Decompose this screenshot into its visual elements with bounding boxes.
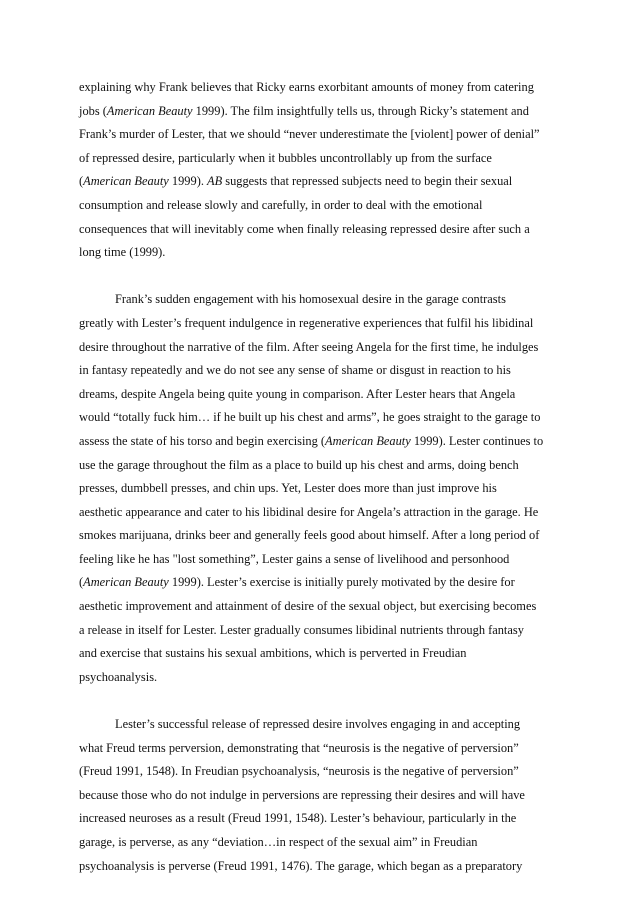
text-line (79, 477, 563, 501)
text-line (79, 784, 563, 808)
paragraph-3 (79, 713, 563, 878)
text-line (79, 807, 563, 831)
text-run: increased neuroses as a result (Freud 1991, 1548). Lester’s behaviour, particularly in the (79, 811, 517, 826)
text-run: 1999). Lester continues to (410, 433, 544, 448)
text-line (79, 737, 563, 761)
text-run: 1999). (168, 174, 208, 189)
text-run: Frank’s sudden engagement with his homosexual desire in the garage contrasts (115, 292, 506, 307)
text-line (79, 194, 563, 218)
text-line (79, 831, 563, 855)
text-run: psychoanalysis is perverse (Freud 1991, 1476). The garage, which began as a preparatory (79, 858, 523, 873)
text-run: presses, dumbbell presses, and chin ups. Yet, Lester does more than just improve his (79, 481, 497, 496)
text-line (79, 454, 563, 478)
text-run: aesthetic appearance and cater to his libidinal desire for Angela’s attraction in the garage. He (79, 504, 539, 519)
text-run: feeling like he has "lost something”, Lester gains a sense of livelihood and personhood (79, 551, 510, 566)
text-line (79, 406, 563, 430)
text-run: long time (1999). (79, 245, 166, 260)
text-run: use the garage throughout the film as a place to build up his chest and arms, doing bench (79, 457, 519, 472)
text-run: 1999). Lester’s exercise is initially purely motivated by the desire for (168, 575, 515, 590)
text-line (79, 241, 563, 265)
text-run: greatly with Lester’s frequent indulgence in regenerative experiences that fulfil his libidinal (79, 315, 534, 330)
text-run: because those who do not indulge in perversions are repressing their desires and will have (79, 787, 525, 802)
text-run: (Freud 1991, 1548). In Freudian psychoanalysis, “neurosis is the negative of perversion” (79, 764, 519, 779)
text-line (79, 383, 563, 407)
text-run: a release in itself for Lester. Lester gradually consumes libidinal nutrients through fantasy (79, 622, 524, 637)
text-line (79, 123, 563, 147)
text-line (79, 312, 563, 336)
text-line (79, 100, 563, 124)
text-run: in fantasy repeatedly and we do not see any sense of shame or disgust in reaction to his (79, 363, 511, 378)
text-run: what Freud terms perversion, demonstrating that “neurosis is the negative of perversion” (79, 740, 519, 755)
text-line (79, 218, 563, 242)
text-run: 1999). The film insightfully tells us, through Ricky’s statement and (192, 103, 529, 118)
text-line (79, 855, 563, 879)
text-line (79, 147, 563, 171)
italic-title: American Beauty (106, 103, 193, 118)
text-line (79, 430, 563, 454)
text-line (79, 524, 563, 548)
text-run: consequences that will inevitably come when finally releasing repressed desire after such a (79, 221, 530, 236)
text-line (79, 76, 563, 100)
text-run: and exercise that sustains his sexual ambitions, which is perverted in Freudian (79, 646, 467, 661)
text-line (79, 713, 563, 737)
text-line (79, 548, 563, 572)
text-run: consumption and release slowly and carefully, in order to deal with the emotional (79, 197, 483, 212)
text-line (79, 170, 563, 194)
text-run: Lester’s successful release of repressed desire involves engaging in and accepting (115, 717, 521, 732)
text-line (79, 642, 563, 666)
text-run: smokes marijuana, drinks beer and generally feels good about himself. After a long period of (79, 528, 540, 543)
text-run: would “totally fuck him… if he built up his chest and arms”, he goes straight to the garage to (79, 410, 541, 425)
text-run: garage, is perverse, as any “deviation…in respect of the sexual aim” in Freudian (79, 835, 478, 849)
text-run: of repressed desire, particularly when it bubbles uncontrollably up from the surface (79, 150, 492, 165)
italic-title: American Beauty (325, 433, 411, 448)
text-line (79, 359, 563, 383)
italic-title: AB (207, 174, 223, 189)
text-run: jobs ( (79, 103, 107, 118)
text-run: explaining why Frank believes that Ricky earns exorbitant amounts of money from catering (79, 80, 534, 94)
italic-title: American Beauty (83, 575, 169, 590)
text-run: suggests that repressed subjects need to begin their sexual (222, 174, 513, 189)
text-line (79, 501, 563, 525)
text-run: desire throughout the narrative of the film. After seeing Angela for the first time, he indulges (79, 339, 539, 354)
paragraph-spacer (79, 265, 563, 289)
text-line (79, 336, 563, 360)
text-run: psychoanalysis. (79, 669, 158, 684)
italic-title: American Beauty (83, 174, 169, 189)
text-line (79, 619, 563, 643)
text-line (79, 288, 563, 312)
text-run: ( (79, 575, 84, 590)
text-line (79, 666, 563, 690)
text-run: dreams, despite Angela being quite young in comparison. After Lester hears that Angela (79, 386, 516, 401)
paragraph-2 (79, 288, 563, 689)
text-run: Frank’s murder of Lester, that we should “never underestimate the [violent] power of denial” (79, 127, 540, 142)
text-run: ( (79, 174, 84, 189)
text-run: assess the state of his torso and begin exercising ( (79, 433, 326, 448)
text-run: aesthetic improvement and attainment of desire of the sexual object, but exercising becomes (79, 599, 537, 614)
document-body (79, 76, 563, 878)
text-line (79, 571, 563, 595)
paragraph-spacer (79, 689, 563, 713)
paragraph-1 (79, 76, 563, 265)
text-line (79, 760, 563, 784)
text-line (79, 595, 563, 619)
